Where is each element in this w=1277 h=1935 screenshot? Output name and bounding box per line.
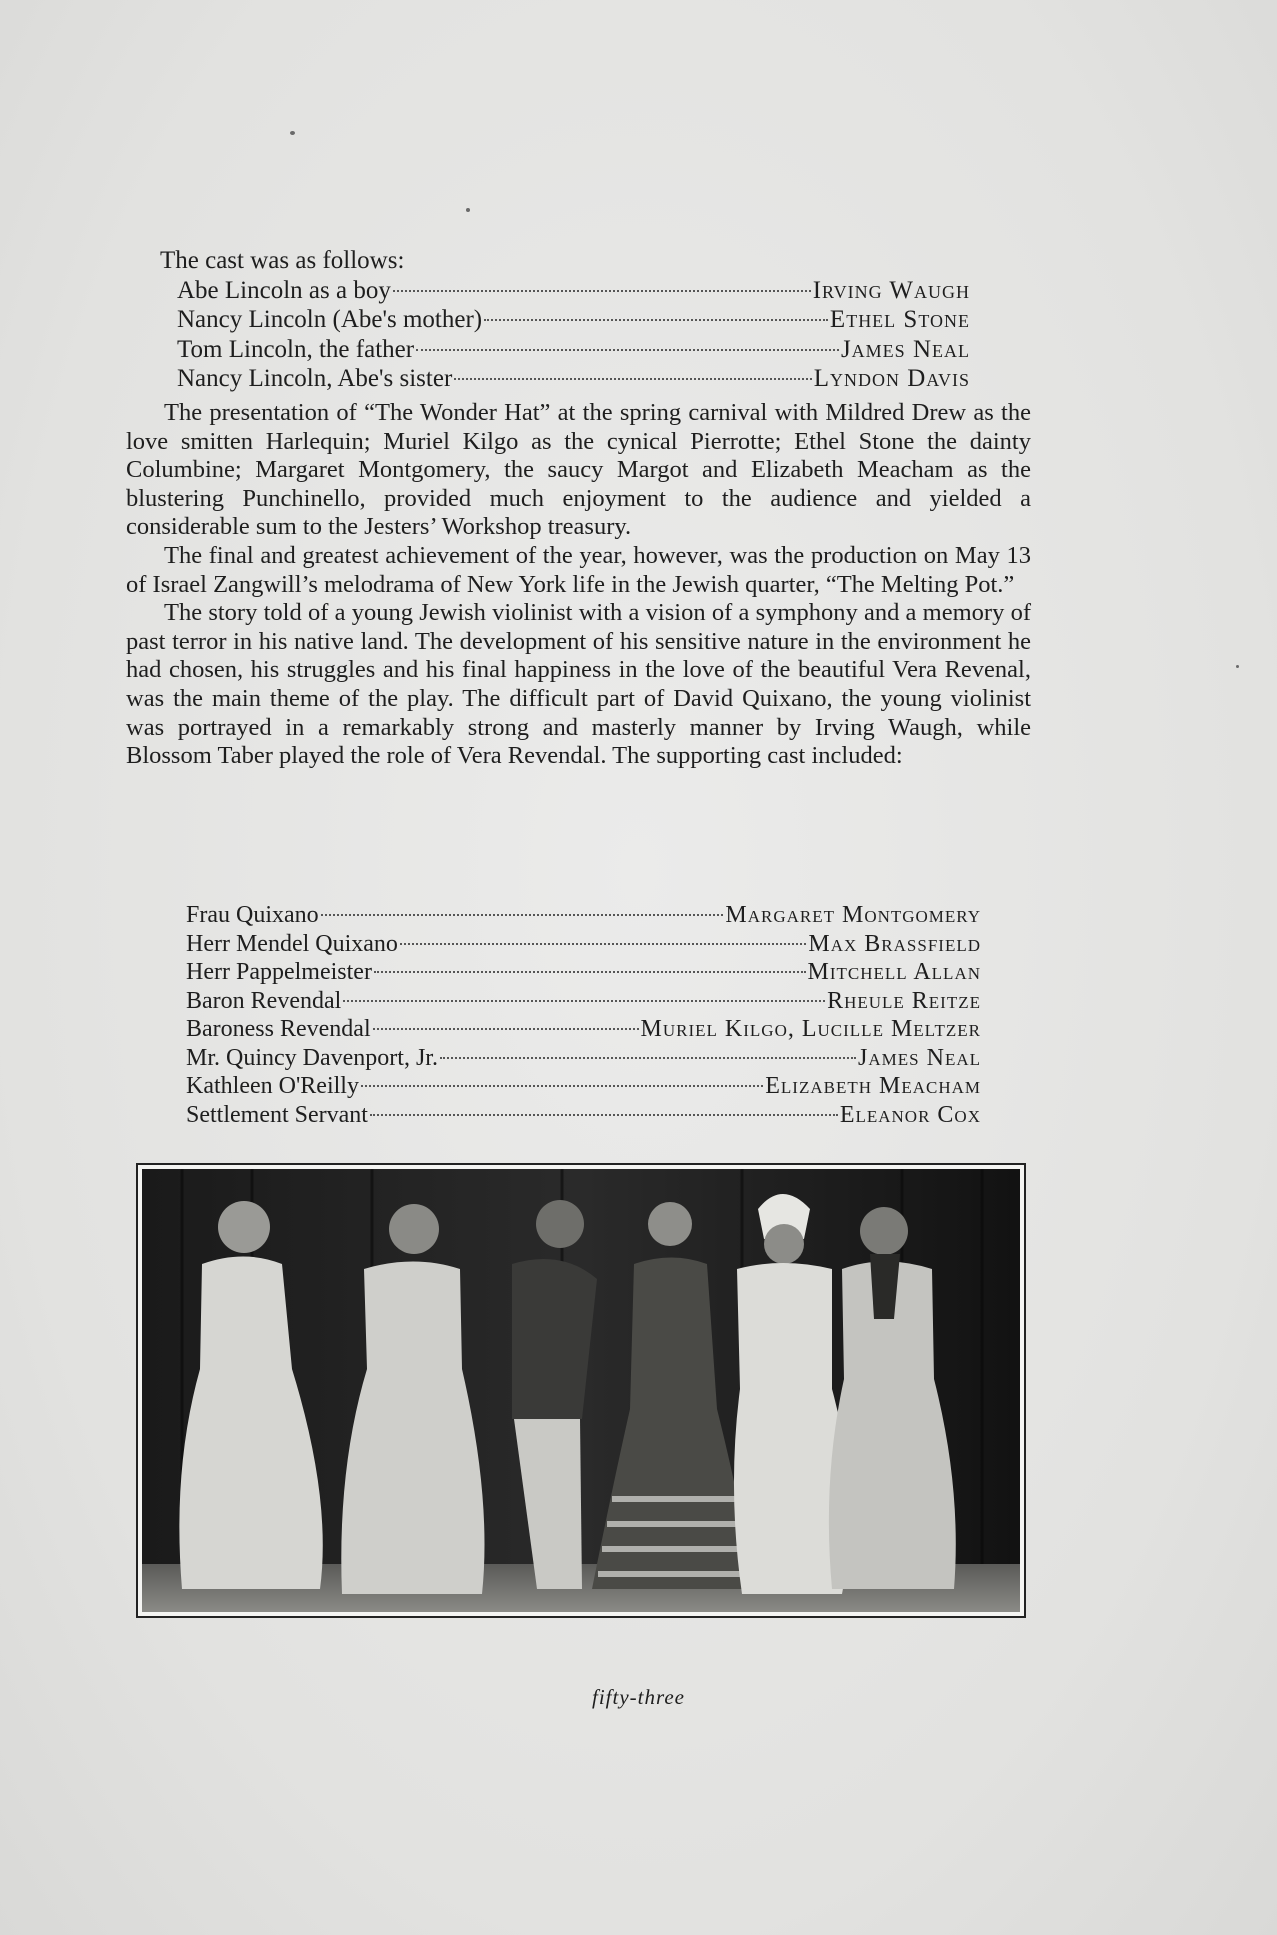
cast-row	[186, 987, 981, 1016]
dot-leader	[416, 349, 839, 351]
paragraph: The presentation of “The Wonder Hat” at the spring carnival with Mildred Drew as the love smitten Harlequin; Muriel Kilgo as the cynical Pierrotte; Ethel Stone the dainty Columbine; Margaret Montgomery, the saucy Margot and Elizabeth Meacham as the blustering Punchinello, provided much enjoyment to the audience and yielded a considerable sum to the Jesters’ Workshop treasury.	[126, 399, 1031, 541]
cast-role: Tom Lincoln, the father	[177, 335, 415, 363]
dot-leader	[373, 1028, 639, 1030]
cast-role: Kathleen O'Reilly	[186, 1073, 359, 1099]
cast-role: Frau Quixano	[186, 902, 319, 928]
dot-leader	[343, 1000, 825, 1002]
cast-role: Mr. Quincy Davenport, Jr.	[186, 1044, 438, 1071]
cast-row	[186, 958, 981, 987]
cast-role: Nancy Lincoln, Abe's sister	[177, 365, 453, 392]
dot-leader	[361, 1085, 763, 1087]
cast-role: Nancy Lincoln (Abe's mother)	[177, 306, 483, 333]
cast-actor: Elizabeth Meacham	[765, 1073, 981, 1099]
cast-row	[186, 1044, 981, 1073]
dot-leader	[374, 971, 806, 973]
cast-row	[186, 901, 981, 930]
cast-actor: Mitchell Allan	[807, 959, 981, 985]
cast-actor: Margaret Montgomery	[725, 902, 981, 928]
dot-leader	[454, 378, 811, 380]
paragraph: The final and greatest achievement of the year, however, was the production on May 13 of Israel Zangwill’s melodrama of New York life in the Jewish quarter, “The Melting Pot.”	[126, 541, 1031, 598]
supporting-cast-list	[186, 901, 981, 1129]
cast-actor: Max Brassfield	[808, 930, 981, 957]
cast-row	[186, 1101, 981, 1130]
cast-actor: Irving Waugh	[812, 276, 970, 304]
cast-row	[160, 305, 970, 335]
cast-row	[186, 930, 981, 959]
cast-actor: James Neal	[840, 335, 970, 363]
cast-photograph	[142, 1169, 1020, 1612]
body-text	[126, 399, 1031, 771]
dot-leader	[370, 1114, 838, 1116]
cast-row	[160, 335, 970, 365]
cast-role: Baroness Revendal	[186, 1016, 371, 1042]
paper-speck	[466, 208, 470, 212]
paragraph: The story told of a young Jewish violinist with a vision of a symphony and a memory of past terror in his native land. The development of his sensitive nature in the environment he had chosen, his struggles and his final happiness in the love of the beautiful Vera Revenal, was the main theme of the play. The difficult part of David Quixano, the young violinist was portrayed in a remarkably strong and masterly manner by Irving Waugh, while Blossom Taber played the role of Vera Revendal. The supporting cast included:	[126, 599, 1031, 770]
cast-row	[186, 1015, 981, 1044]
dot-leader	[440, 1057, 856, 1059]
cast-actor: James Neal	[858, 1044, 981, 1071]
paper-speck	[1236, 665, 1239, 668]
cast-row	[160, 276, 970, 306]
cast-actor: Muriel Kilgo, Lucille Meltzer	[640, 1016, 981, 1042]
cast-actor: Ethel Stone	[829, 306, 970, 333]
cast-heading: The cast was as follows:	[160, 247, 405, 274]
cast-role: Herr Pappelmeister	[186, 959, 372, 985]
dot-leader	[400, 943, 806, 945]
cast-row	[186, 1072, 981, 1101]
paper-speck	[290, 131, 295, 135]
cast-role: Herr Mendel Quixano	[186, 930, 398, 957]
cast-role: Baron Revendal	[186, 987, 342, 1014]
page-number: fifty-three	[591, 1685, 686, 1709]
cast-photograph-frame	[136, 1163, 1026, 1618]
cast-actor: Eleanor Cox	[839, 1101, 981, 1128]
cast-actor: Lyndon Davis	[813, 365, 970, 392]
dot-leader	[321, 914, 724, 916]
stage-scene-image	[142, 1169, 1020, 1612]
dot-leader	[484, 319, 828, 321]
dot-leader	[393, 290, 811, 292]
cast-actor: Rheule Reitze	[827, 987, 981, 1014]
cast-row	[160, 364, 970, 394]
cast-role: Settlement Servant	[186, 1101, 368, 1128]
first-cast-list	[160, 246, 970, 394]
cast-role: Abe Lincoln as a boy	[177, 276, 391, 304]
